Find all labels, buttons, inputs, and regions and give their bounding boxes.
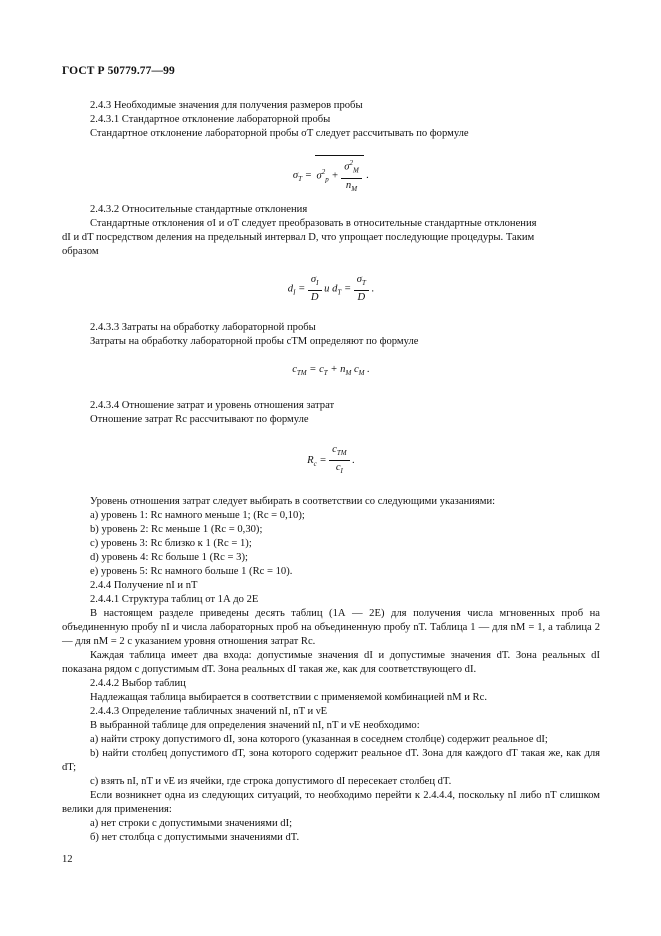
document-header: ГОСТ Р 50779.77—99 <box>62 65 175 77</box>
section-2-4-3-1: 2.4.3.1 Стандартное отклонение лабораторной пробы <box>90 114 331 125</box>
level-1: a) уровень 1: Rc намного меньше 1; (Rc = 0,10); <box>90 510 305 521</box>
page-number: 12 <box>62 854 73 865</box>
section-2-4-4-3-a: а) найти строку допустимого dI, зона которого (указанная в соседнем столбце) содержит реальное dI; <box>90 734 548 745</box>
level-intro: Уровень отношения затрат следует выбирать в соответствии со следующими указаниями: <box>90 496 496 507</box>
formula-relative-deviations: $d_I$ = $\frac{\sigma_I}{D}$ и $d_T$ = $\frac{\sigma_T}{D}$ . <box>287 274 375 304</box>
formula-sigma-t: $\sigma_T = \sigma^2_p$ + $\frac{\sigma^2_M}{n_M}$ . <box>62 155 600 189</box>
section-2-4-4-3-d: Если возникнет одна из следующих ситуаций, то необходимо перейти к 2.4.4.4, поскольку nI либо nT слишком велики для применения: <box>62 790 600 815</box>
level-4: d) уровень 4: Rc больше 1 (Rc = 3); <box>90 552 248 563</box>
section-2-4-3: 2.4.3 Необходимые значения для получения размеров пробы <box>90 100 363 111</box>
section-2-4-3-3-text: Затраты на обработку лабораторной пробы cTM определяют по формуле <box>90 336 419 347</box>
formula-cost: $c_{TM} = c_T + n_M$ $c_M$ . <box>292 364 370 378</box>
section-2-4-4-3-f: б) нет столбца с допустимыми значениями dT. <box>90 832 300 843</box>
formula-cost-ratio: $R_c$ = $\frac{c_{TM}}{c_I}$ . <box>307 444 355 476</box>
section-2-4-3-1-text: Стандартное отклонение лабораторной пробы σT следует рассчитывать по формуле <box>90 128 469 139</box>
section-2-4-4-2-text: Надлежащая таблица выбирается в соответствии с применяемой комбинацией nM и Rc. <box>90 692 487 703</box>
level-3: c) уровень 3: Rc близко к 1 (Rc = 1); <box>90 538 252 549</box>
section-2-4-4-3-c: c) взять nI, nT и νE из ячейки, где строка допустимого dI пересекает столбец dT. <box>90 776 452 787</box>
section-2-4-4-3: 2.4.4.3 Определение табличных значений nI, nT и νE <box>90 706 328 717</box>
level-2: b) уровень 2: Rc меньше 1 (Rc = 0,30); <box>90 524 263 535</box>
section-2-4-4-3-e: а) нет строки с допустимыми значениями dI; <box>90 818 293 829</box>
section-2-4-4-2: 2.4.4.2 Выбор таблиц <box>90 678 186 689</box>
section-2-4-4-1-text: В настоящем разделе приведены десять таблиц (1А — 2Е) для получения числа мгновенных проб на объединенную пробу nI и числа лабораторных проб на объединенную пробу nT. Таблица 1 — для nM = 1, а таблица 2 — для nM = 2 с указанием уровня отношения затрат Rc. <box>62 608 600 647</box>
section-2-4-4-3-text: В выбранной таблице для определения значений nI, nT и νE необходимо: <box>90 720 420 731</box>
section-2-4-4: 2.4.4 Получение nI и nT <box>90 580 198 591</box>
section-2-4-3-4: 2.4.3.4 Отношение затрат и уровень отношения затрат <box>90 400 335 411</box>
section-2-4-3-4-text: Отношение затрат Rc рассчитывают по формуле <box>90 414 309 425</box>
section-2-4-3-2-text2: dI и dT посредством деления на предельный интервал D, что упрощает последующие процедуры. Таким <box>62 232 535 243</box>
section-2-4-3-2: 2.4.3.2 Относительные стандартные отклонения <box>90 204 308 215</box>
section-2-4-4-1-text2: Каждая таблица имеет два входа: допустимые значения dI и допустимые значения dT. Зона реальных dI показана рядом с допустимым dT. Зона реальных dI такая же, как для соответствующего dI. <box>62 650 600 675</box>
section-2-4-4-3-b: b) найти столбец допустимого dT, зона которого содержит реальное dT. Зона для каждого dT такая же, как для dT; <box>62 748 600 773</box>
document-body <box>62 99 600 845</box>
level-5: e) уровень 5: Rc намного больше 1 (Rc = 10). <box>90 566 293 577</box>
section-2-4-3-2-text1: Стандартные отклонения σI и σT следует преобразовать в относительные стандартные отклонения <box>90 218 537 229</box>
section-2-4-4-1: 2.4.4.1 Структура таблиц от 1А до 2Е <box>90 594 259 605</box>
section-2-4-3-3: 2.4.3.3 Затраты на обработку лабораторной пробы <box>90 322 316 333</box>
section-2-4-3-2-text3: образом <box>62 246 99 257</box>
